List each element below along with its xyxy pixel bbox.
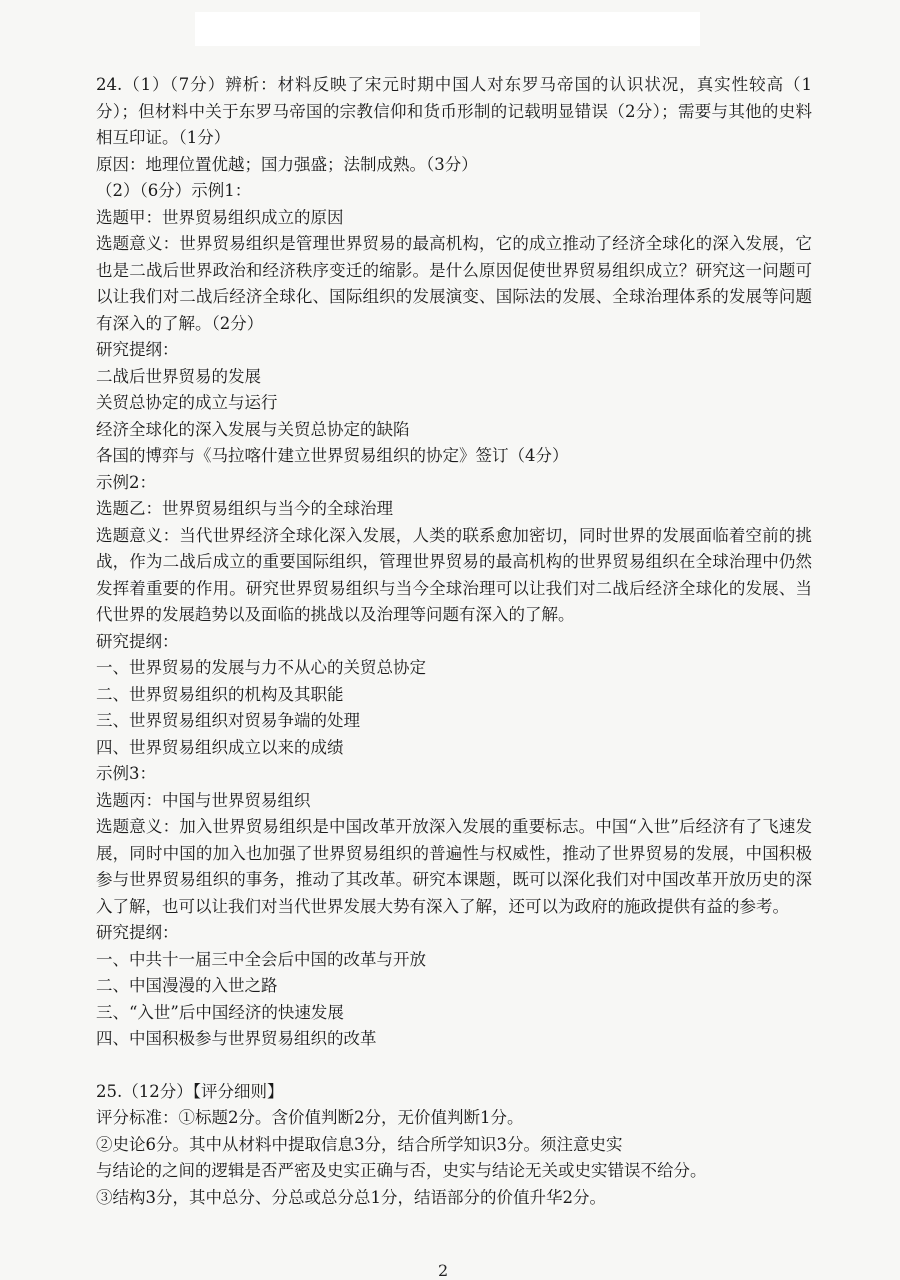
example2-meaning: 选题意义：当代世界经济全球化深入发展，人类的联系愈加密切，同时世界的发展面临着空前的挑战，作为二战后成立的重要国际组织，管理世界贸易的最高机构的世界贸易组织在全球治理中仍然发挥着重要的作用。研究世界贸易组织与当今全球治理可以让我们对二战后经济全球化的发展、当代世界的发展趋势以及面临的挑战以及治理等问题有深入的了解。 bbox=[96, 525, 812, 624]
header-blank-band bbox=[195, 12, 700, 46]
q25-item3: ③结构3分，其中总分、分总或总分总1分，结语部分的价值升华2分。 bbox=[96, 1187, 606, 1207]
example2-outline-item: 三、世界贸易组织对贸易争端的处理 bbox=[96, 711, 360, 730]
example1-outline-item: 二战后世界贸易的发展 bbox=[96, 366, 261, 386]
example1-topic: 选题甲：世界贸易组织成立的原因 bbox=[96, 207, 344, 227]
example3-topic: 选题丙：中国与世界贸易组织 bbox=[96, 790, 311, 810]
page-number: 2 bbox=[438, 1261, 449, 1280]
q24-part2-example1-label: （2）（6分）示例1： bbox=[96, 181, 252, 200]
example3-outline-item: 二、中国漫漫的入世之路 bbox=[96, 976, 278, 995]
example2-outline-label: 研究提纲： bbox=[96, 631, 179, 651]
example1-outline-item: 经济全球化的深入发展与关贸总协定的缺陷 bbox=[96, 419, 410, 439]
q24-part1-analysis: 24.（1）（7分）辨析：材料反映了宋元时期中国人对东罗马帝国的认识状况，真实性较高（1分）；但材料中关于东罗马帝国的宗教信仰和货币形制的记载明显错误（2分）；需要与其他的史料相互印证。（1分） bbox=[96, 75, 812, 147]
q24-part1-reason: 原因：地理位置优越；国力强盛；法制成熟。（3分） bbox=[96, 154, 478, 174]
example3-outline-item: 四、中国积极参与世界贸易组织的改革 bbox=[96, 1029, 377, 1048]
example-3 bbox=[96, 761, 812, 1053]
example2-outline-item: 二、世界贸易组织的机构及其职能 bbox=[96, 684, 344, 704]
example2-outline-item: 一、世界贸易的发展与力不从心的关贸总协定 bbox=[96, 658, 426, 677]
q25-standard: 评分标准：①标题2分。含价值判断2分，无价值判断1分。 bbox=[96, 1108, 524, 1127]
q25-section bbox=[96, 1079, 812, 1212]
section-gap bbox=[96, 1053, 812, 1079]
example3-label: 示例3： bbox=[96, 764, 156, 783]
example2-outline-item: 四、世界贸易组织成立以来的成绩 bbox=[96, 737, 344, 757]
example1-meaning: 选题意义：世界贸易组织是管理世界贸易的最高机构，它的成立推动了经济全球化的深入发展，它也是二战后世界政治和经济秩序变迁的缩影。是什么原因促使世界贸易组织成立？研究这一问题可以让我们对二战后经济全球化、国际组织的发展演变、国际法的发展、全球治理体系的发展等问题有深入的了解。（2分） bbox=[96, 234, 812, 333]
q25-item2-line2: 与结论的之间的逻辑是否严密及史实正确与否，史实与结论无关或史实错误不给分。 bbox=[96, 1161, 707, 1180]
example-1 bbox=[96, 205, 812, 470]
q25-item2-line1: ②史论6分。其中从材料中提取信息3分，结合所学知识3分。须注意史实 bbox=[96, 1134, 623, 1154]
example2-label: 示例2： bbox=[96, 472, 156, 492]
example3-meaning: 选题意义：加入世界贸易组织是中国改革开放深入发展的重要标志。中国“入世”后经济有了飞速发展，同时中国的加入也加强了世界贸易组织的普遍性与权威性，推动了世界贸易的发展，中国积极参与世界贸易组织的事务，推动了其改革。研究本课题，既可以深化我们对中国改革开放历史的深入了解，也可以让我们对当代世界发展大势有深入了解，还可以为政府的施政提供有益的参考。 bbox=[96, 817, 812, 916]
example2-topic: 选题乙：世界贸易组织与当今的全球治理 bbox=[96, 499, 393, 518]
answer-page bbox=[96, 72, 812, 1211]
example1-outline-item: 各国的博弈与《马拉喀什建立世界贸易组织的协定》签订（4分） bbox=[96, 446, 569, 465]
example3-outline-label: 研究提纲： bbox=[96, 923, 179, 942]
example-2 bbox=[96, 470, 812, 762]
example1-outline-item: 关贸总协定的成立与运行 bbox=[96, 393, 278, 412]
q25-header: 25.（12分）【评分细则】 bbox=[96, 1081, 284, 1101]
example3-outline-item: 一、中共十一届三中全会后中国的改革与开放 bbox=[96, 949, 426, 969]
example3-outline-item: 三、“入世”后中国经济的快速发展 bbox=[96, 1002, 344, 1022]
example1-outline-label: 研究提纲： bbox=[96, 340, 179, 359]
